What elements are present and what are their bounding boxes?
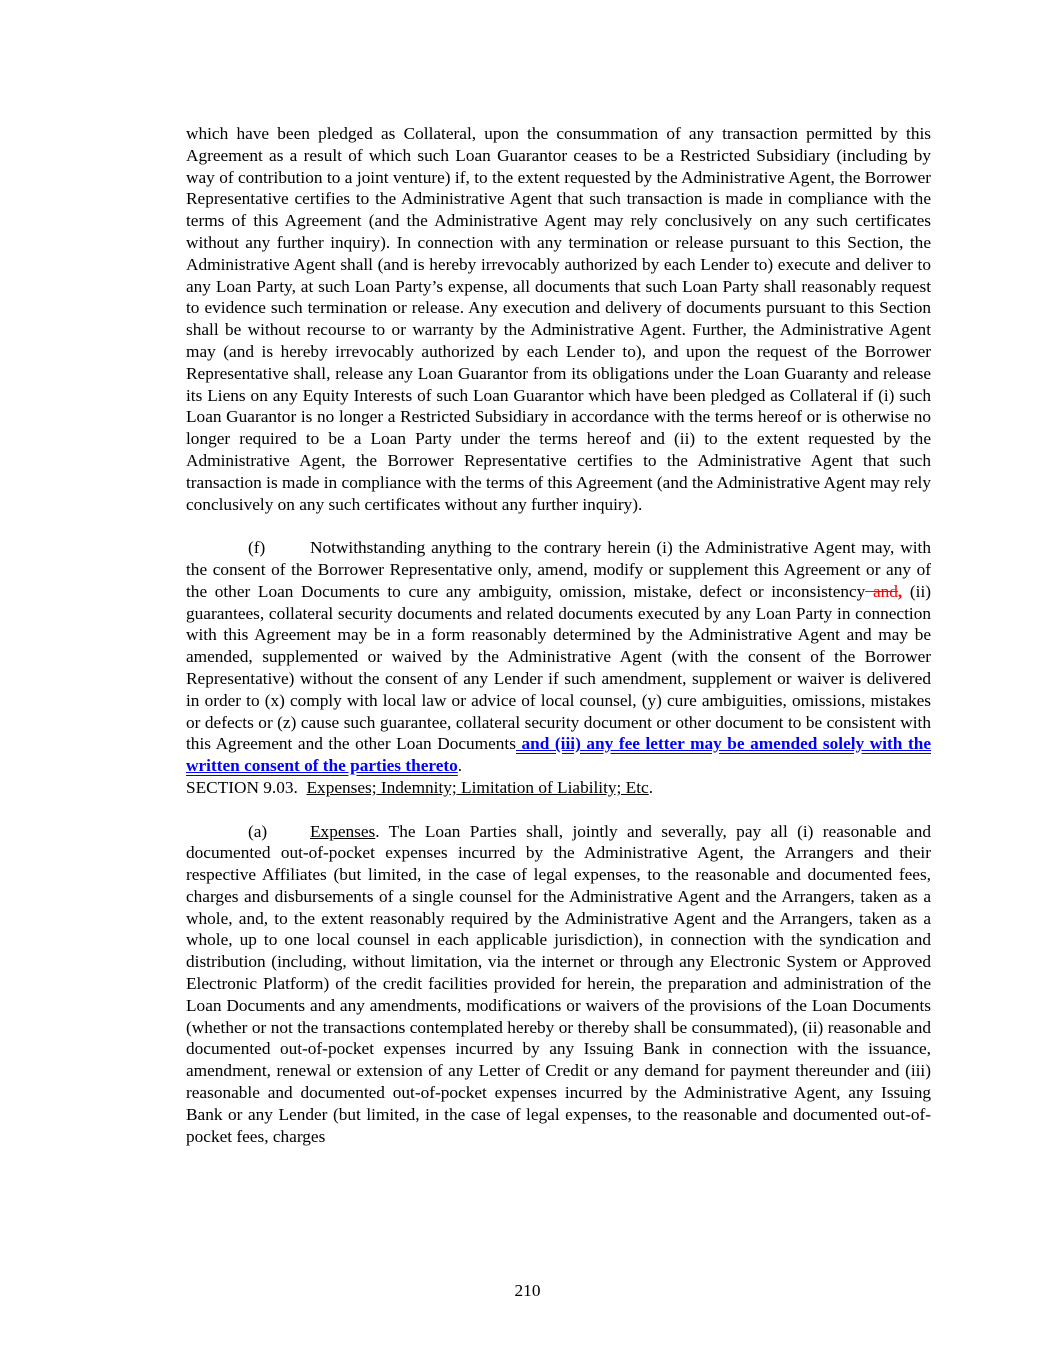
paragraph-f: [186, 537, 931, 777]
section-title-end: .: [648, 777, 654, 797]
section-heading: [186, 777, 931, 799]
deleted-text: and: [865, 581, 898, 601]
paragraph-a-text: . The Loan Parties shall, jointly and severally, pay all (i) reasonable and documented out-of-pocket expenses incurred by the Administrative Agent, the Arrangers and their respective Affiliates (but limited, in the case of legal expenses, to the reasonable and documented fees, charges and disbursements of a single counsel for the Administrative Agent and the Arrangers, taken as a whole, and, to the extent reasonably required by the Administrative Agent and the Arrangers, taken as a whole, up to one local counsel in each applicable jurisdiction), in connection with the syndication and distribution (including, without limitation, via the internet or through any Electronic System or Approved Electronic Platform) of the credit facilities provided for herein, the preparation and administration of the Loan Documents and any amendments, modifications or waivers of the provisions of the Loan Documents (whether or not the transactions contemplated hereby or thereby shall be consummated), (ii) reasonable and documented out-of-pocket expenses incurred by any Issuing Bank in connection with the issuance, amendment, renewal or extension of any Letter of Credit or any demand for payment thereunder and (iii) reasonable and documented out-of-pocket expenses incurred by the Administrative Agent, any Issuing Bank or any Lender (but limited, in the case of legal expenses, to the reasonable and documented out-of-pocket fees, charges: [186, 821, 931, 1146]
paragraph-f-text-middle: (ii) guarantees, collateral security documents and related documents executed by any Loan Party in connection with this Agreement may be in a form reasonably determined by the Administrative Agent and may be amended, supplemented or waived by the Administrative Agent (with the consent of the Borrower Representative) without the consent of any Lender if such amendment, supplement or waiver is delivered in order to (x) comply with local law or advice of local counsel, (y) cure ambiguities, omissions, mistakes or defects or (z) cause such guarantee, collateral security document or other document to be consistent with this Agreement and the other Loan Documents: [186, 581, 931, 754]
paragraph-a: [186, 821, 931, 1148]
section-number: SECTION 9.03.: [186, 777, 298, 797]
paragraph-a-label: (a): [248, 821, 268, 841]
page-number: 210: [514, 1281, 541, 1300]
section-title: Expenses; Indemnity; Limitation of Liability; Etc: [306, 777, 649, 797]
continuation-paragraph: which have been pledged as Collateral, upon the consummation of any transaction permitted by this Agreement as a result of which such Loan Guarantor ceases to be a Restricted Subsidiary (including by way of contribution to a joint venture) if, to the extent requested by the Administrative Agent, the Borrower Representative certifies to the Administrative Agent that such transaction is made in compliance with the terms of this Agreement (and the Administrative Agent may rely conclusively on any such certificates without any further inquiry). In connection with any termination or release pursuant to this Section, the Administrative Agent shall (and is hereby irrevocably authorized by each Lender to) execute and deliver to any Loan Party, at such Loan Party’s expense, all documents that such Loan Party shall reasonably request to evidence such termination or release. Any execution and delivery of documents pursuant to this Section shall be without recourse to or warranty by the Administrative Agent. Further, the Administrative Agent may (and is hereby irrevocably authorized by each Lender to), and upon the request of the Borrower Representative shall, release any Loan Guarantor from its obligations under the Loan Guaranty and release its Liens on any Equity Interests of such Loan Guarantor which have been pledged as Collateral if (i) such Loan Guarantor is no longer a Restricted Subsidiary in accordance with the terms hereof or is otherwise no longer required to be a Loan Party under the terms hereof and (ii) to the extent requested by the Administrative Agent, the Borrower Representative certifies to the Administrative Agent that such transaction is made in compliance with the terms of this Agreement (and the Administrative Agent may rely conclusively on any such certificates without any further inquiry).: [186, 124, 931, 514]
paragraph-f-text: Notwithstanding anything to the contrary herein (i) the Administrative Agent may, with the consent of the Borrower Representative only, amend, modify or supplement this Agreement or any of the other Loan Documents to cure any ambiguity, omission, mistake, defect or inconsistency: [186, 538, 931, 601]
paragraph-f-label: (f): [248, 538, 266, 558]
inserted-punctuation: ,: [897, 581, 903, 601]
paragraph-f-ending: .: [457, 756, 463, 776]
document-page: [186, 123, 931, 1147]
paragraph-a-heading: Expenses: [310, 821, 376, 841]
inserted-text: and (iii) any fee letter may be amended solely with the written consent of the parties thereto: [186, 734, 931, 776]
